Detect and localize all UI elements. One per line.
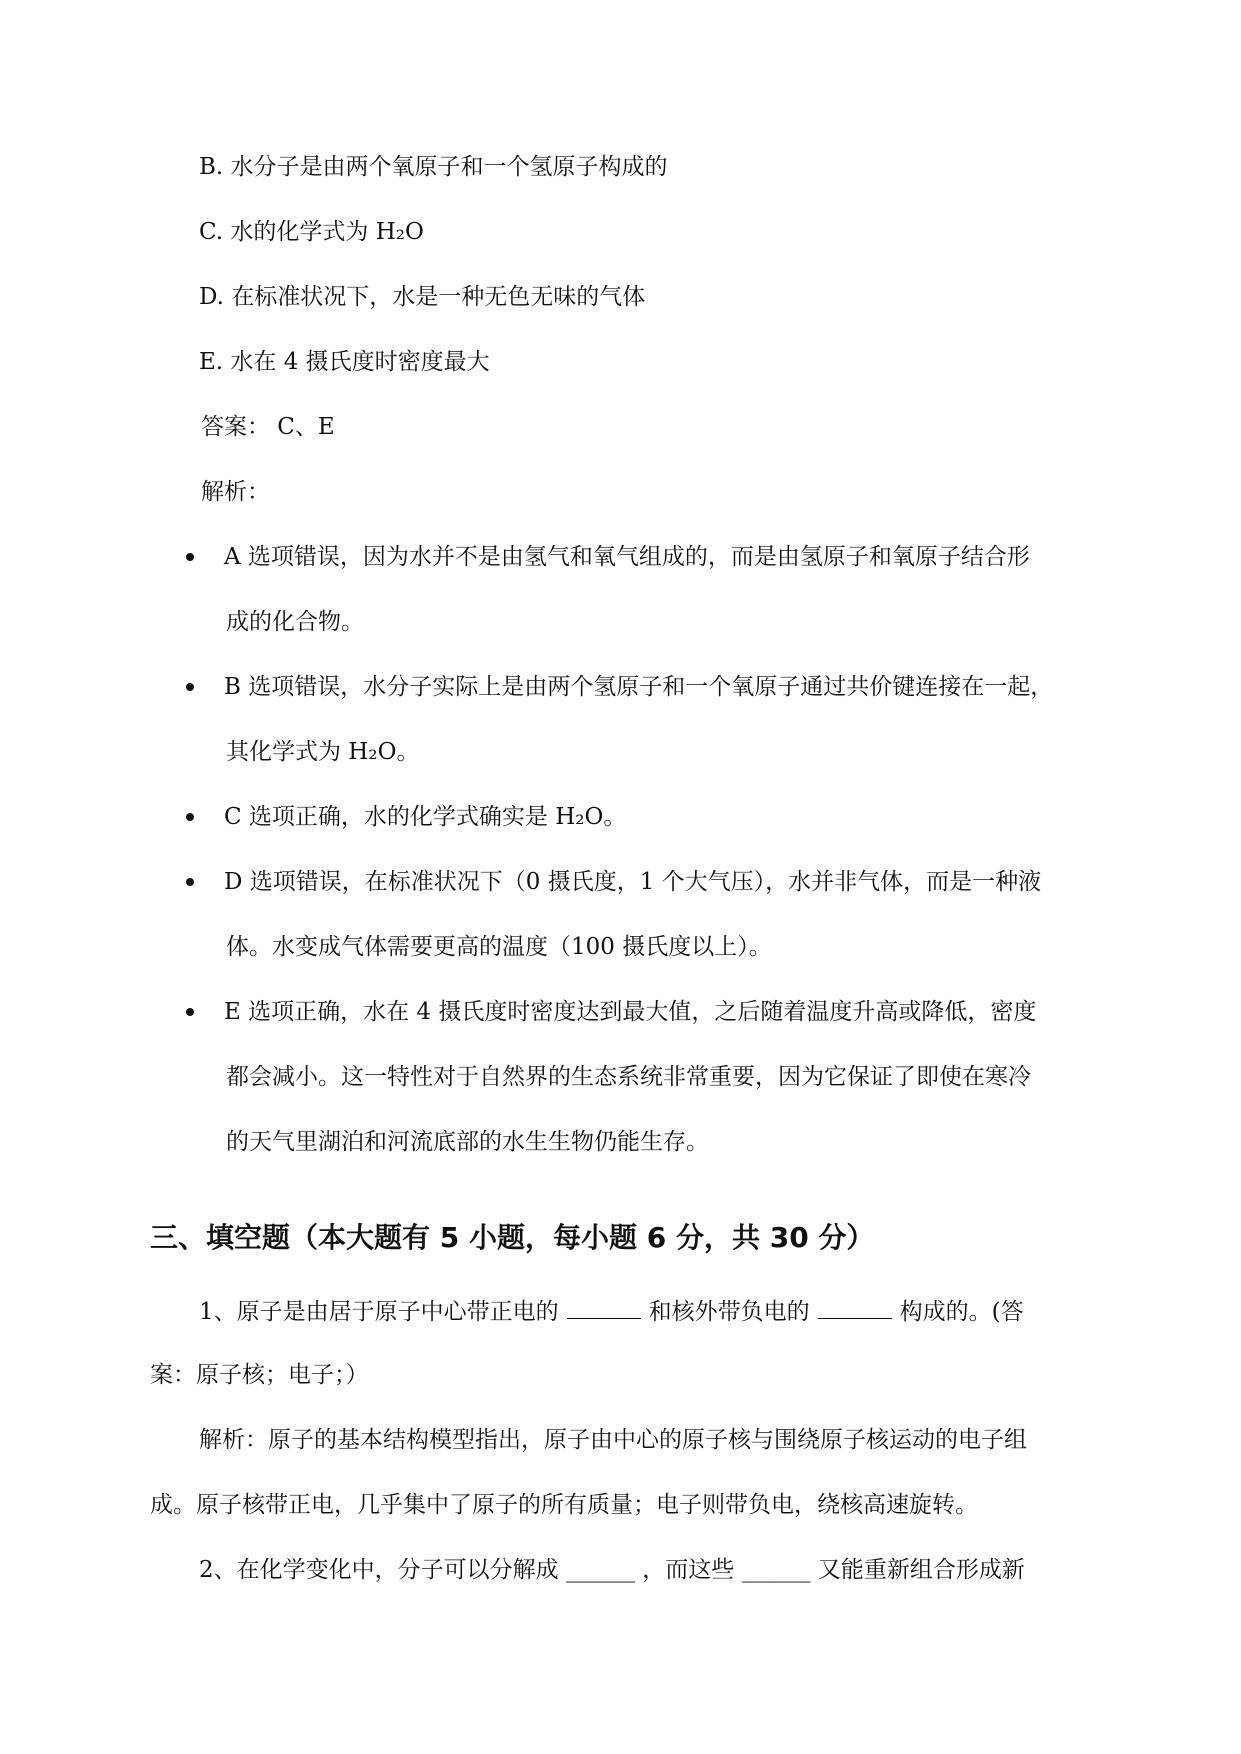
bullet-text-line: A 选项错误，因为水并不是由氢气和氧气组成的，而是由氢原子和氧原子结合形 [224,544,1030,570]
analysis-label: 解析： [201,479,270,505]
bullet-text-line: 体。水变成气体需要更高的温度（100 摄氏度以上）。 [226,934,772,960]
question-2-line-1: 2、在化学变化中，分子可以分解成 ______ ，而这些 ______ 又能重新组合形成新 [199,1557,1025,1583]
bullet-text-line: E 选项正确，水在 4 摄氏度时密度达到最大值，之后随着温度升高或降低，密度 [224,999,1037,1025]
fill-blank [818,1296,892,1319]
bullet-icon [186,1008,194,1016]
question-1-analysis-line-1: 解析：原子的基本结构模型指出，原子由中心的原子核与围绕原子核运动的电子组 [199,1427,1027,1453]
question-1-text-b: 和核外带负电的 [648,1299,810,1325]
option-d: D. 在标准状况下，水是一种无色无味的气体 [199,284,646,310]
bullet-icon [186,878,194,886]
answer-line: 答案： C、E [201,414,335,440]
question-1-text-a: 1、原子是由居于原子中心带正电的 [199,1299,559,1325]
bullet-text-line: C 选项正确，水的化学式确实是 H₂O。 [224,804,627,830]
bullet-icon [186,683,194,691]
question-1-analysis-line-2: 成。原子核带正电，几乎集中了原子的所有质量；电子则带负电，绕核高速旋转。 [150,1492,978,1518]
bullet-text-line: 都会减小。这一特性对于自然界的生态系统非常重要，因为它保证了即使在寒冷 [226,1064,1031,1090]
bullet-icon [186,553,194,561]
bullet-text-line: D 选项错误，在标准状况下（0 摄氏度，1 个大气压），水并非气体，而是一种液 [224,869,1042,895]
option-b: B. 水分子是由两个氧原子和一个氢原子构成的 [199,154,668,180]
bullet-text-line: B 选项错误，水分子实际上是由两个氢原子和一个氧原子通过共价键连接在一起， [224,674,1054,700]
bullet-text-line: 成的化合物。 [226,609,364,635]
bullet-text-line: 其化学式为 H₂O。 [226,739,420,765]
fill-blank [567,1296,641,1319]
section-heading: 三、填空题（本大题有 5 小题，每小题 6 分，共 30 分） [150,1221,875,1254]
option-c: C. 水的化学式为 H₂O [199,219,424,245]
question-1-text-c: 构成的。(答 [899,1299,1024,1325]
bullet-text-line: 的天气里湖泊和河流底部的水生生物仍能生存。 [226,1129,709,1155]
option-e: E. 水在 4 摄氏度时密度最大 [199,349,490,375]
bullet-icon [186,813,194,821]
question-1-line-1 [199,1295,1024,1329]
question-1-answer: 案：原子核；电子；） [150,1362,369,1388]
